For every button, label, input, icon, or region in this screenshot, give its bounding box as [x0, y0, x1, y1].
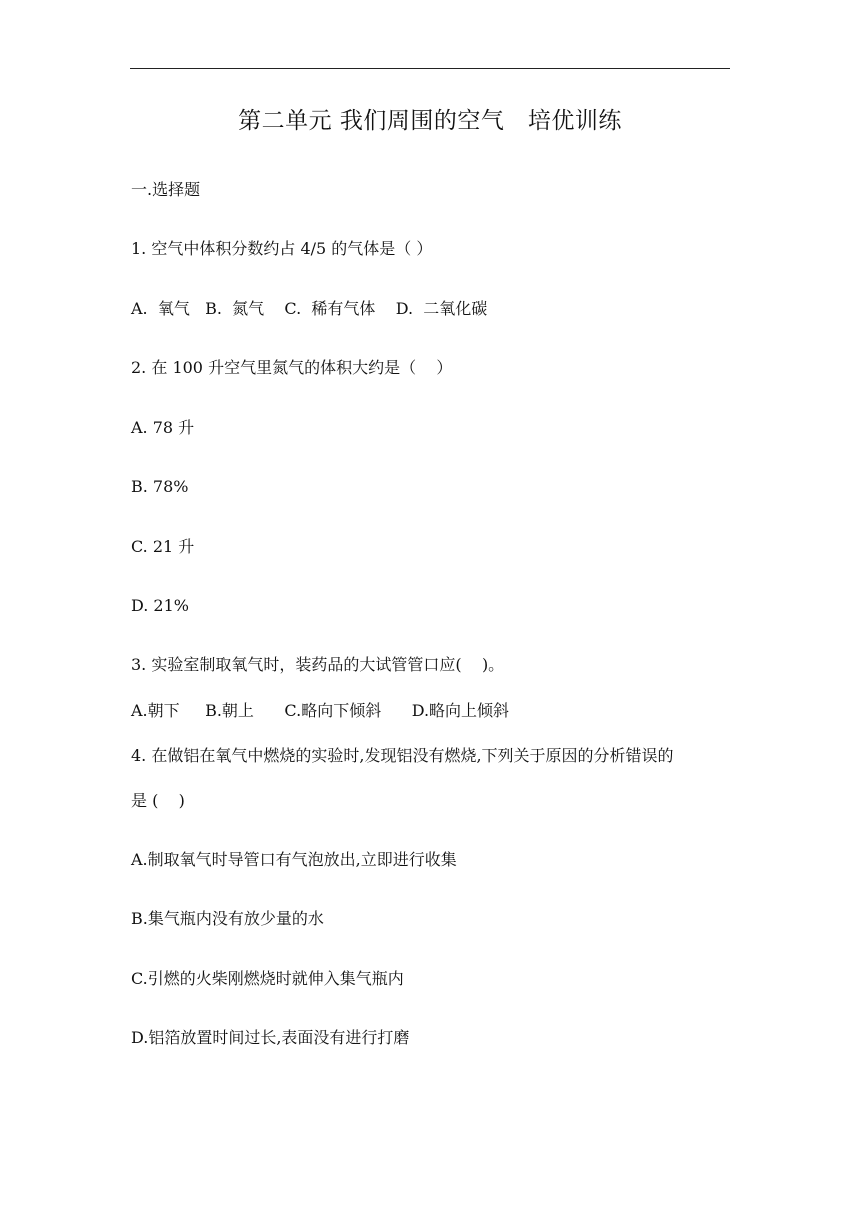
question-4-stem-line-2: 是 ( ): [131, 791, 185, 810]
header-rule: [130, 68, 730, 69]
page-title: 第二单元 我们周围的空气 培优训练: [238, 108, 622, 134]
question-4-option-b: B.集气瓶内没有放少量的水: [131, 909, 324, 928]
question-2-option-a: A. 78 升: [131, 418, 195, 437]
question-4-option-d: D.铝箔放置时间过长,表面没有进行打磨: [131, 1028, 410, 1047]
question-2-option-d: D. 21%: [131, 596, 189, 615]
question-4-option-a: A.制取氧气时导管口有气泡放出,立即进行收集: [131, 850, 457, 869]
question-4-option-c: C.引燃的火柴刚燃烧时就伸入集气瓶内: [131, 969, 404, 988]
section-heading: 一.选择题: [131, 180, 201, 199]
question-2-option-b: B. 78%: [131, 477, 189, 496]
question-2-option-c: C. 21 升: [131, 537, 195, 556]
question-1-stem: 1. 空气中体积分数约占 4/5 的气体是（ ）: [131, 239, 433, 258]
question-3-options: A.朝下 B.朝上 C.略向下倾斜 D.略向上倾斜: [131, 701, 510, 720]
question-1-options: A. 氧气 B. 氮气 C. 稀有气体 D. 二氧化碳: [131, 299, 488, 318]
question-4-stem-line-1: 4. 在做铝在氧气中燃烧的实验时,发现铝没有燃烧,下列关于原因的分析错误的: [131, 746, 674, 765]
question-3-stem: 3. 实验室制取氧气时，装药品的大试管管口应( )。: [131, 655, 505, 674]
question-2-stem: 2. 在 100 升空气里氮气的体积大约是（ ）: [131, 358, 453, 377]
